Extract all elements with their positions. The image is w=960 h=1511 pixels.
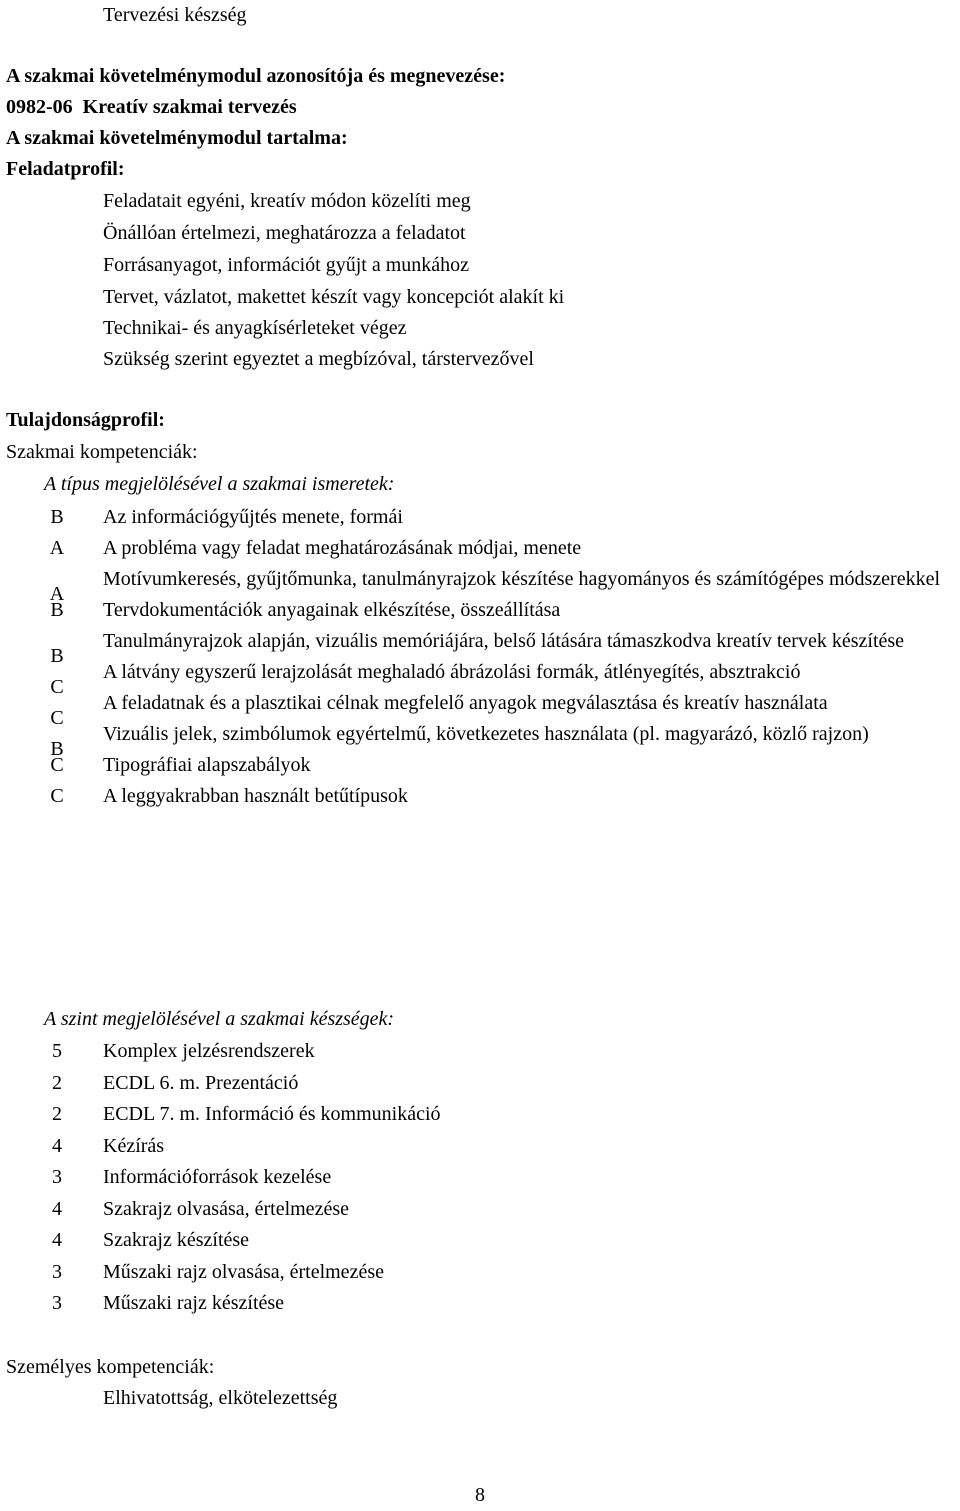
skill-row — [42, 1162, 642, 1194]
knowledge-text: Tervdokumentációk anyagainak elkészítése, összeállítása — [103, 599, 561, 621]
knowledge-level: A — [49, 583, 65, 605]
knowledge-heading: A típus megjelölésével a szakmai ismeretek: — [44, 473, 395, 495]
skill-level: 4 — [52, 1229, 62, 1251]
skill-level: 2 — [52, 1071, 62, 1094]
personal-competency-item: Elhivatottság, elkötelezettség — [103, 1387, 338, 1409]
knowledge-level: C — [50, 707, 64, 729]
personal-competencies-heading: Személyes kompetenciák: — [6, 1356, 215, 1378]
skill-row — [42, 1225, 642, 1257]
knowledge-level: B — [50, 738, 64, 760]
skill-level: 3 — [52, 1260, 62, 1283]
task-profile-item: Technikai- és anyagkísérleteket végez — [103, 317, 407, 339]
knowledge-text: Az információgyűjtés menete, formái — [103, 506, 403, 528]
skill-text: Műszaki rajz olvasása, értelmezése — [103, 1260, 384, 1283]
skills-heading: A szint megjelölésével a szakmai készségek: — [44, 1008, 395, 1030]
knowledge-text: A feladatnak és a plasztikai célnak megfelelő anyagok megválasztása és kreatív használata — [103, 692, 828, 714]
knowledge-row — [42, 719, 958, 760]
knowledge-text: Tipográfiai alapszabályok — [103, 754, 311, 776]
skill-text: Szakrajz készítése — [103, 1229, 250, 1251]
module-content-heading: A szakmai követelménymodul tartalma: — [6, 127, 348, 149]
knowledge-row — [42, 781, 958, 812]
task-profile-item: Szükség szerint egyeztet a megbízóval, társtervezővel — [103, 348, 534, 370]
skill-level: 2 — [52, 1103, 62, 1125]
task-profile-item: Tervet, vázlatot, makettet készít vagy koncepciót alakít ki — [103, 286, 565, 308]
skill-text: ECDL 6. m. Prezentáció — [103, 1071, 299, 1094]
knowledge-level: A — [49, 537, 65, 559]
professional-competencies-heading: Szakmai kompetenciák: — [6, 441, 198, 463]
knowledge-text: Tanulmányrajzok alapján, vizuális memóriájára, belső látására támaszkodva kreatív tervek készítése — [103, 630, 905, 652]
skill-text: Szakrajz olvasása, értelmezése — [103, 1197, 349, 1220]
knowledge-text: Vizuális jelek, szimbólumok egyértelmű, következetes használata (pl. magyarázó, közlő rajzon) — [103, 723, 869, 745]
knowledge-level: C — [50, 785, 64, 807]
knowledge-row — [42, 502, 958, 533]
task-profile-item: Önállóan értelmezi, meghatározza a feladatot — [103, 222, 466, 244]
skill-level: 3 — [52, 1292, 62, 1314]
skill-text: Információforrások kezelése — [103, 1166, 332, 1188]
module-id-heading: A szakmai követelménymodul azonosítója és megnevezése: — [6, 65, 506, 87]
skill-text: Komplex jelzésrendszerek — [103, 1040, 315, 1062]
skill-row — [42, 1036, 642, 1068]
page-header-title: Tervezési készség — [103, 4, 247, 26]
knowledge-text: Motívumkeresés, gyűjtőmunka, tanulmányrajzok készítése hagyományos és számítógépes módszerekkel — [103, 568, 941, 590]
knowledge-level: C — [50, 754, 64, 776]
knowledge-level: B — [50, 506, 64, 528]
skill-text: Műszaki rajz készítése — [103, 1292, 285, 1314]
knowledge-row — [42, 595, 958, 626]
knowledge-text: A látvány egyszerű lerajzolását meghaladó ábrázolási formák, átlényegítés, absztrakció — [103, 661, 801, 683]
knowledge-row — [42, 626, 958, 667]
skill-row — [42, 1194, 642, 1226]
knowledge-row — [42, 750, 958, 781]
knowledge-text: A leggyakrabban használt betűtípusok — [103, 785, 408, 807]
knowledge-row — [42, 657, 958, 698]
skill-level: 4 — [52, 1197, 62, 1220]
knowledge-level: C — [50, 676, 64, 698]
skill-text: ECDL 7. m. Információ és kommunikáció — [103, 1103, 441, 1125]
skill-level: 3 — [52, 1166, 62, 1188]
skill-text: Kézírás — [103, 1134, 165, 1157]
task-profile-heading: Feladatprofil: — [6, 158, 125, 180]
skill-row — [42, 1288, 642, 1320]
task-profile-item: Feladatait egyéni, kreatív módon közelíti meg — [103, 190, 471, 212]
skill-level: 4 — [52, 1134, 62, 1157]
knowledge-level: B — [50, 645, 64, 667]
skill-row — [42, 1068, 642, 1100]
knowledge-row — [42, 688, 958, 729]
page-number: 8 — [475, 1484, 485, 1506]
task-profile-item: Forrásanyagot, információt gyűjt a munkához — [103, 254, 470, 276]
knowledge-row — [42, 533, 958, 564]
skill-row — [42, 1099, 642, 1131]
knowledge-text: A probléma vagy feladat meghatározásának módjai, menete — [103, 537, 582, 559]
module-id-value: 0982-06 Kreatív szakmai tervezés — [6, 96, 297, 118]
knowledge-row — [42, 564, 958, 605]
knowledge-list — [42, 502, 958, 812]
skill-level: 5 — [52, 1040, 62, 1062]
skill-row — [42, 1257, 642, 1289]
skill-row — [42, 1131, 642, 1163]
knowledge-level: B — [50, 599, 64, 621]
skills-list — [42, 1036, 642, 1320]
property-profile-heading: Tulajdonságprofil: — [6, 409, 165, 431]
